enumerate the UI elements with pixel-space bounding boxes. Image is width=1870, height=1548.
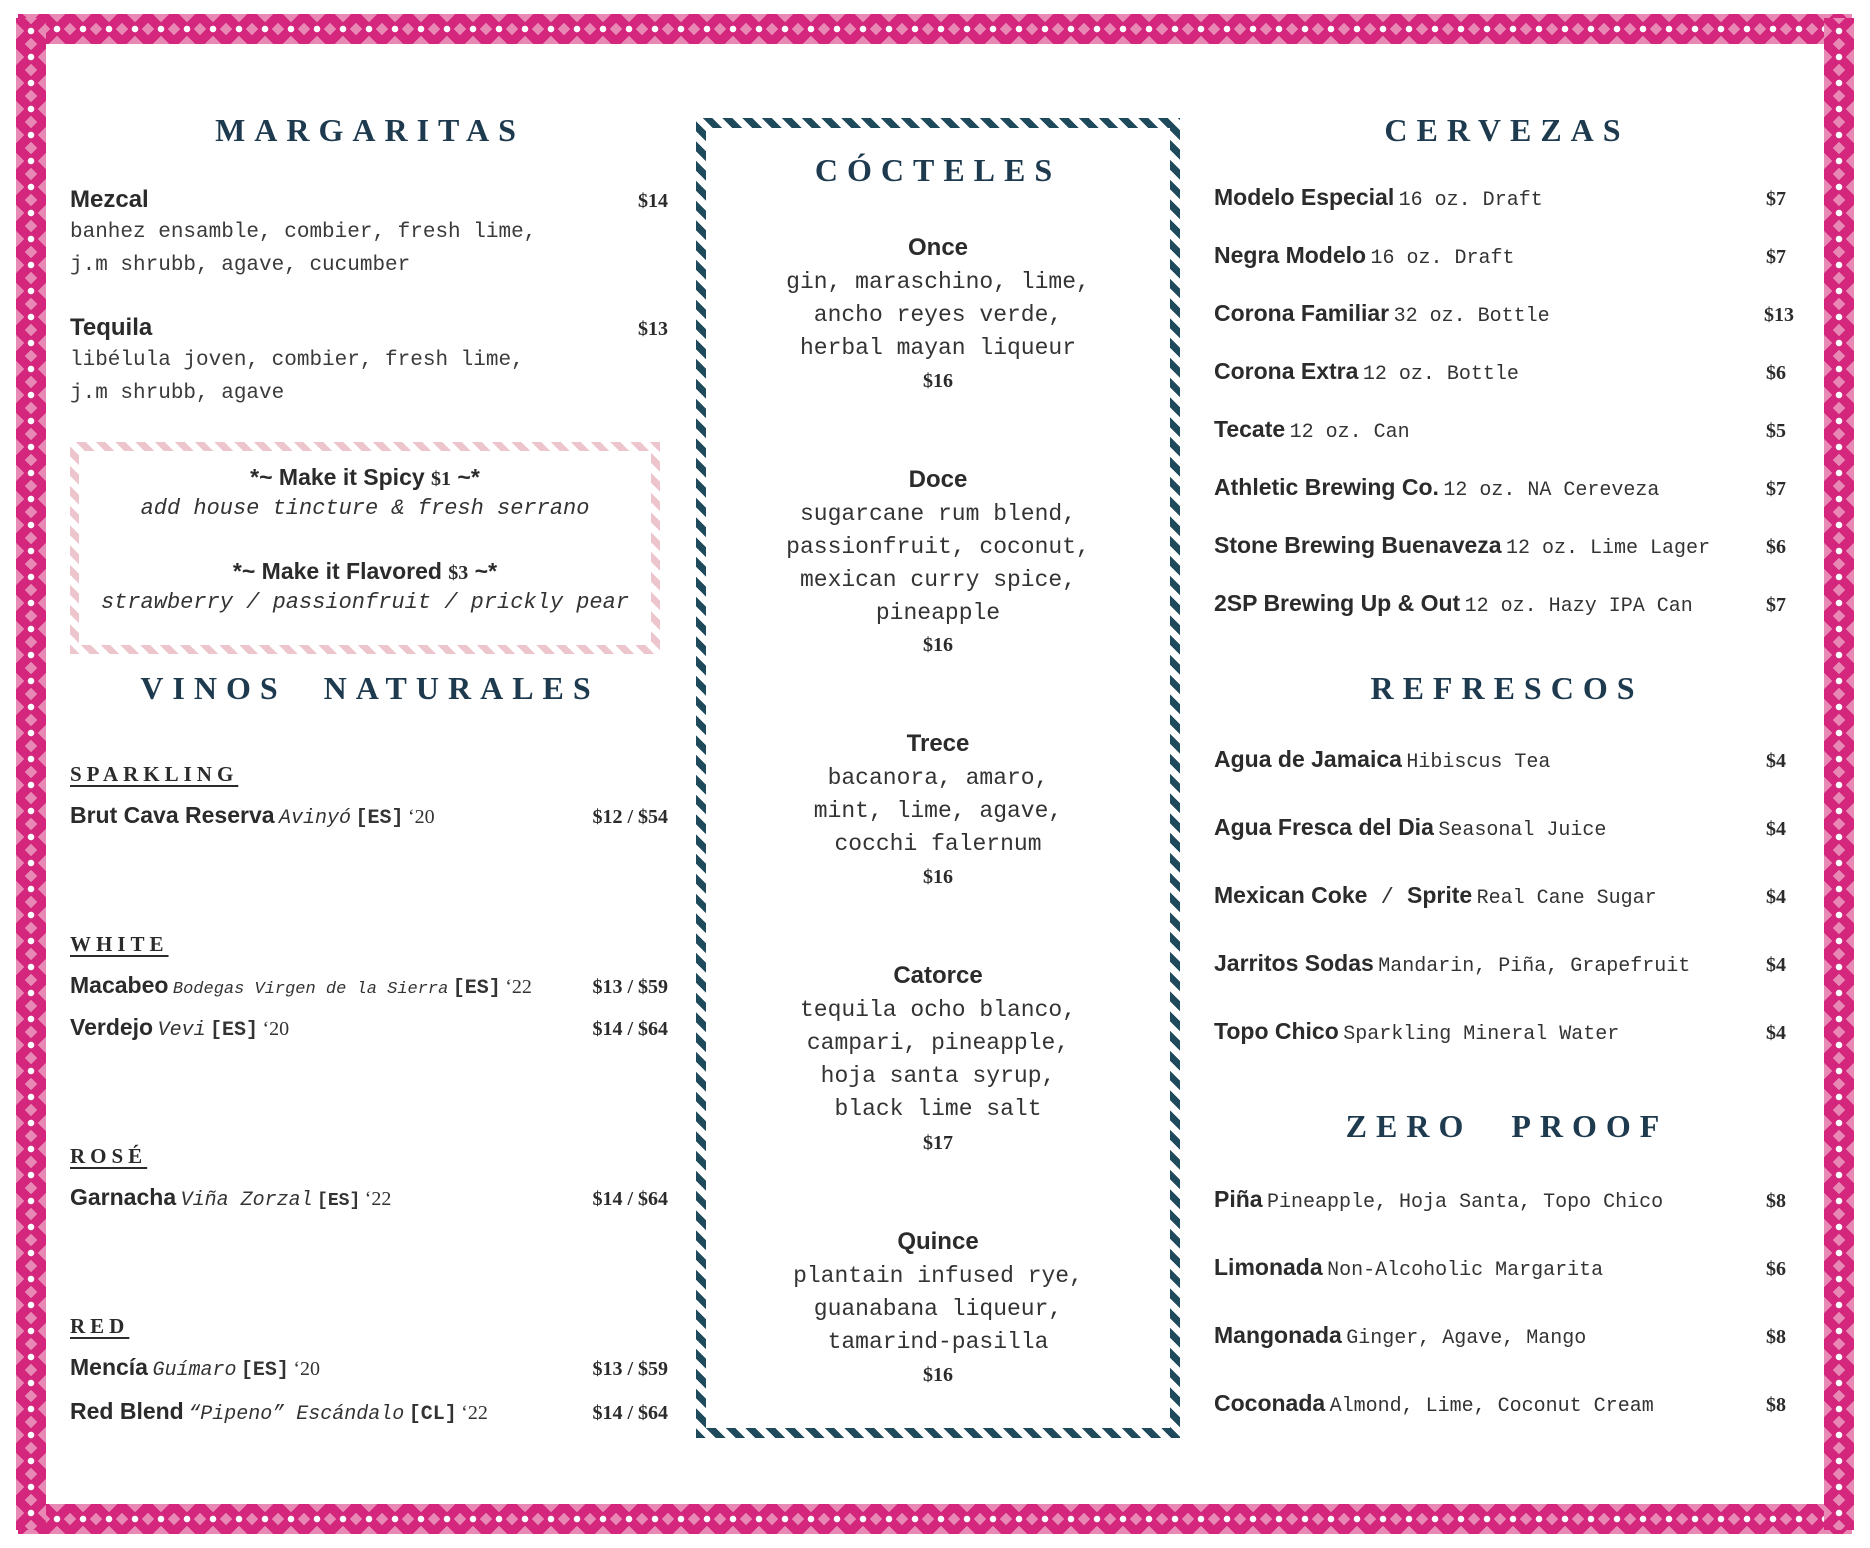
zero-proof-row <box>1214 1322 1586 1350</box>
cocktail-desc-line: pineapple <box>875 600 1001 626</box>
margaritas-heading: MARGARITAS <box>215 112 525 148</box>
cocktail-desc-line: mexican curry spice, <box>799 567 1077 593</box>
zero-proof-desc: Pineapple, Hoja Santa, Topo Chico <box>1267 1191 1664 1214</box>
wine-origin: [ES] <box>317 1191 361 1211</box>
soda-name: Mexican Coke <box>1214 882 1368 908</box>
wine-producer: Viña Zorzal <box>180 1189 313 1212</box>
cocktail-desc-line: black lime salt <box>834 1096 1042 1122</box>
beer-row <box>1214 416 1410 444</box>
beer-name: 2SP Brewing Up & Out <box>1214 590 1461 616</box>
soda-price: $4 <box>1766 818 1786 840</box>
margarita-desc <box>70 216 670 282</box>
wine-producer: Avinyó <box>279 807 352 830</box>
wine-row <box>70 972 532 1000</box>
cocktail-desc-line: bacanora, amaro, <box>827 765 1049 791</box>
beer-row <box>1214 300 1550 328</box>
wine-name: Red Blend <box>70 1398 184 1424</box>
decorative-border-left <box>16 18 46 1530</box>
addon-title-text: *~ Make it Flavored <box>232 558 449 584</box>
beer-price: $7 <box>1766 478 1786 500</box>
cocktail-desc-line: cocchi falernum <box>834 831 1042 857</box>
zero-proof-name: Coconada <box>1214 1390 1326 1416</box>
zero-proof-price: $8 <box>1766 1190 1786 1212</box>
beer-price: $5 <box>1766 420 1786 442</box>
wine-producer: Bodegas Virgen de la Sierra <box>172 980 449 999</box>
wine-name: Garnacha <box>70 1184 177 1210</box>
zero-proof-price: $8 <box>1766 1394 1786 1416</box>
soda-row <box>1214 814 1606 842</box>
beer-price: $6 <box>1766 362 1786 384</box>
addon-title <box>70 464 660 491</box>
wine-producer: “Pipeno” Escándalo <box>188 1403 405 1426</box>
soda-row <box>1214 882 1657 910</box>
addon-price: $1 <box>431 468 452 490</box>
wine-origin: [ES] <box>210 1019 259 1042</box>
wine-row <box>70 1398 488 1426</box>
soda-name-2: Sprite <box>1407 882 1473 908</box>
cocktail-desc-line: tamarind-pasilla <box>827 1329 1049 1355</box>
soda-name: Agua Fresca del Dia <box>1214 814 1434 840</box>
soda-price: $4 <box>1766 954 1786 976</box>
soda-desc: Sparkling Mineral Water <box>1343 1023 1620 1046</box>
cocktail-desc <box>706 266 1170 365</box>
cocktail-desc-line: gin, maraschino, lime, <box>786 269 1090 295</box>
wine-section-label: RED <box>70 1314 130 1338</box>
beer-name: Stone Brewing Buenaveza <box>1214 532 1502 558</box>
margarita-price: $14 <box>638 190 668 212</box>
vinos-heading: VINOS NATURALES <box>140 670 600 706</box>
beer-desc: 12 oz. NA Cereveza <box>1443 479 1660 502</box>
cocktail-desc-line: guanabana liqueur, <box>813 1296 1063 1322</box>
soda-name: Jarritos Sodas <box>1214 950 1374 976</box>
beer-row <box>1214 242 1515 270</box>
wine-year: ‘22 <box>364 1188 392 1210</box>
wine-origin: [ES] <box>452 977 501 1000</box>
wine-price: $14 / $64 <box>592 1018 668 1040</box>
wine-name: Mencía <box>70 1354 148 1380</box>
zero-proof-row <box>1214 1186 1663 1214</box>
cocktail-desc <box>706 498 1170 630</box>
cocktail-desc-line: herbal mayan liqueur <box>799 335 1077 361</box>
wine-year: ‘22 <box>461 1402 488 1424</box>
zero-proof-name: Limonada <box>1214 1254 1323 1280</box>
margarita-name: Tequila <box>70 314 153 341</box>
wine-row <box>70 1014 289 1042</box>
wine-name: Verdejo <box>70 1014 154 1040</box>
beer-name: Athletic Brewing Co. <box>1214 474 1439 500</box>
addon-title-text: *~ Make it Spicy <box>250 464 432 490</box>
beer-row <box>1214 474 1659 502</box>
cocktail-name: Doce <box>908 466 968 493</box>
wine-row <box>70 802 435 830</box>
beer-row <box>1214 358 1519 386</box>
beer-name: Corona Extra <box>1214 358 1359 384</box>
soda-price: $4 <box>1766 886 1786 908</box>
soda-desc: Seasonal Juice <box>1438 819 1607 842</box>
cocktail-desc-line: sugarcane rum blend, <box>799 501 1077 527</box>
margarita-desc-line: libélula joven, combier, fresh lime, <box>70 349 524 372</box>
wine-year: ‘22 <box>505 976 532 998</box>
wine-price: $13 / $59 <box>592 976 668 998</box>
cocktail-price: $17 <box>923 1132 953 1154</box>
wine-origin: [ES] <box>240 1359 289 1382</box>
beer-price: $7 <box>1766 188 1786 210</box>
wine-name: Brut Cava Reserva <box>70 802 275 828</box>
beer-row <box>1214 590 1693 618</box>
soda-name: Topo Chico <box>1214 1018 1339 1044</box>
beer-desc: 12 oz. Lime Lager <box>1506 537 1711 560</box>
refrescos-heading: REFRESCOS <box>1370 670 1644 706</box>
cocktail-name: Quince <box>897 1228 979 1255</box>
addon-title-suffix: ~* <box>468 558 498 584</box>
wine-origin: [CL] <box>408 1403 457 1426</box>
cocktail-price: $16 <box>923 1364 953 1386</box>
cocktail-desc-line: passionfruit, coconut, <box>786 534 1090 560</box>
cocteles-heading: CÓCTELES <box>814 152 1062 188</box>
wine-section-label: SPARKLING <box>70 762 239 786</box>
cocktail-name: Catorce <box>893 962 983 989</box>
zero-proof-price: $6 <box>1766 1258 1786 1280</box>
zero-proof-desc: Non-Alcoholic Margarita <box>1327 1259 1604 1282</box>
cocktail-desc-line: hoja santa syrup, <box>820 1063 1056 1089</box>
soda-row <box>1214 746 1550 774</box>
soda-desc: Real Cane Sugar <box>1476 887 1657 910</box>
wine-origin: [ES] <box>355 807 404 830</box>
cocktail-name: Once <box>907 234 969 261</box>
soda-separator: / <box>1367 885 1408 910</box>
cocktail-price: $16 <box>923 866 953 888</box>
soda-price: $4 <box>1766 1022 1786 1044</box>
zero-proof-price: $8 <box>1766 1326 1786 1348</box>
beer-row <box>1214 532 1710 560</box>
decorative-border-right <box>1824 18 1854 1530</box>
wine-name: Macabeo <box>70 972 169 998</box>
margarita-desc-line: j.m shrubb, agave, cucumber <box>70 254 411 277</box>
beer-desc: 12 oz. Bottle <box>1362 363 1519 386</box>
beer-name: Negra Modelo <box>1214 242 1367 268</box>
margarita-desc-line: j.m shrubb, agave <box>70 382 285 405</box>
beer-desc: 12 oz. Hazy IPA Can <box>1464 595 1693 618</box>
zero-proof-row <box>1214 1390 1654 1418</box>
zero-proof-name: Mangonada <box>1214 1322 1342 1348</box>
wine-price: $12 / $54 <box>592 806 668 828</box>
beer-name: Modelo Especial <box>1214 184 1395 210</box>
soda-row <box>1214 950 1690 978</box>
beer-row <box>1214 184 1543 212</box>
soda-price: $4 <box>1766 750 1786 772</box>
margarita-desc-line: banhez ensamble, combier, fresh lime, <box>70 221 537 244</box>
addon-desc: strawberry / passionfruit / prickly pear <box>100 590 630 615</box>
wine-producer: Guímaro <box>152 1359 237 1382</box>
beer-name: Corona Familiar <box>1214 300 1390 326</box>
cocktail-name: Trece <box>906 730 970 757</box>
wine-row <box>70 1184 391 1212</box>
wine-year: ‘20 <box>293 1358 321 1380</box>
soda-desc: Mandarin, Piña, Grapefruit <box>1378 955 1691 978</box>
cocktail-desc-line: campari, pineapple, <box>806 1030 1070 1056</box>
cocktail-desc <box>706 1260 1170 1359</box>
beer-desc: 12 oz. Can <box>1289 421 1410 444</box>
beer-price: $7 <box>1766 594 1786 616</box>
addon-title-suffix: ~* <box>451 464 480 490</box>
beer-price: $6 <box>1766 536 1786 558</box>
cervezas-heading: CERVEZAS <box>1384 112 1630 148</box>
soda-name: Agua de Jamaica <box>1214 746 1402 772</box>
cocktail-price: $16 <box>923 634 953 656</box>
beer-desc: 32 oz. Bottle <box>1393 305 1550 328</box>
beer-price: $13 <box>1764 304 1794 326</box>
wine-price: $14 / $64 <box>592 1188 668 1210</box>
zero-proof-row <box>1214 1254 1603 1282</box>
beer-price: $7 <box>1766 246 1786 268</box>
wine-year: ‘20 <box>262 1018 290 1040</box>
cocktail-price: $16 <box>923 370 953 392</box>
cocktail-desc <box>706 762 1170 861</box>
beer-desc: 16 oz. Draft <box>1370 247 1515 270</box>
wine-row <box>70 1354 320 1382</box>
zero-proof-heading: ZERO PROOF <box>1345 1108 1669 1144</box>
soda-row <box>1214 1018 1619 1046</box>
addon-desc: add house tincture & fresh serrano <box>140 496 590 521</box>
beer-desc: 16 oz. Draft <box>1398 189 1543 212</box>
margarita-desc <box>70 344 670 410</box>
zero-proof-name: Piña <box>1214 1186 1263 1212</box>
wine-section-label: WHITE <box>70 932 169 956</box>
cocktail-desc-line: plantain infused rye, <box>793 1263 1083 1289</box>
zero-proof-desc: Almond, Lime, Coconut Cream <box>1329 1395 1654 1418</box>
wine-section-label: ROSÉ <box>70 1144 148 1168</box>
margarita-price: $13 <box>638 318 668 340</box>
cocktail-desc-line: tequila ocho blanco, <box>799 997 1077 1023</box>
margarita-name: Mezcal <box>70 186 149 213</box>
addon-title <box>70 558 660 585</box>
soda-desc: Hibiscus Tea <box>1406 751 1551 774</box>
wine-price: $13 / $59 <box>592 1358 668 1380</box>
cocktail-desc <box>706 994 1170 1126</box>
zero-proof-desc: Ginger, Agave, Mango <box>1346 1327 1587 1350</box>
wine-price: $14 / $64 <box>592 1402 668 1424</box>
wine-producer: Vevi <box>157 1019 206 1042</box>
wine-year: ‘20 <box>407 806 435 828</box>
beer-name: Tecate <box>1214 416 1286 442</box>
addon-price: $3 <box>448 562 469 584</box>
cocktail-desc-line: mint, lime, agave, <box>813 798 1063 824</box>
cocktail-desc-line: ancho reyes verde, <box>813 302 1063 328</box>
decorative-border-top <box>18 14 1852 44</box>
decorative-border-bottom <box>18 1504 1852 1534</box>
